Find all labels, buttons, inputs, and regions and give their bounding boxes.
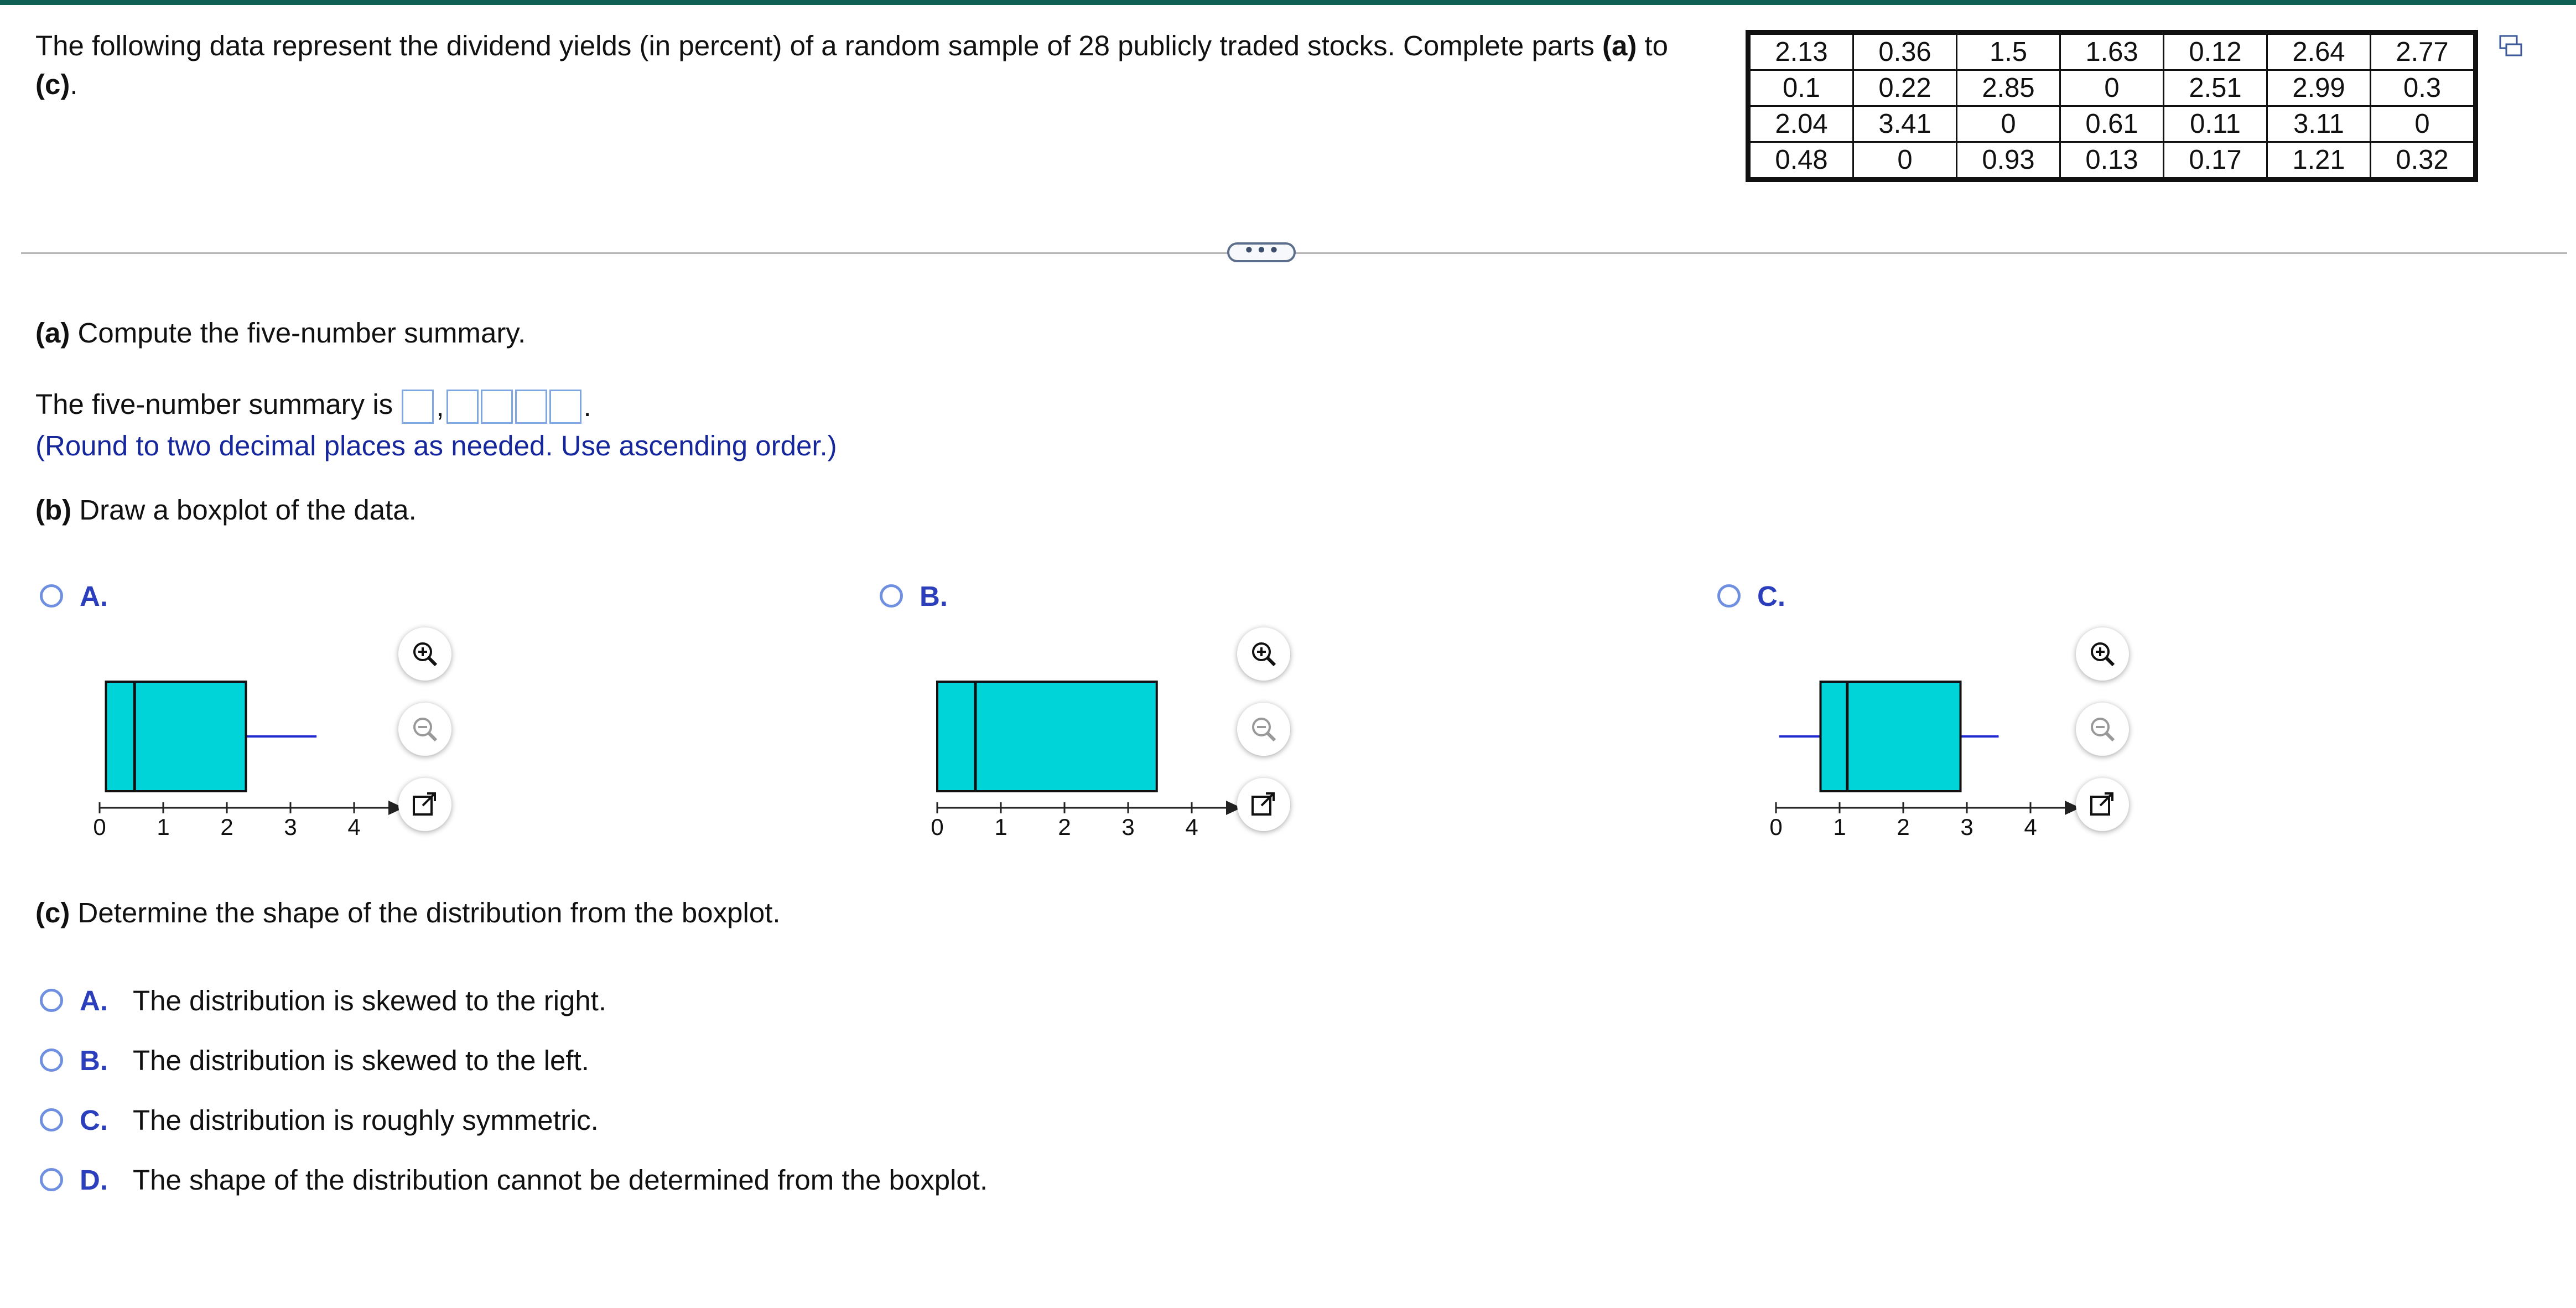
table-cell: 2.64 — [2267, 33, 2371, 70]
q3-answer-box[interactable] — [515, 390, 547, 424]
open-graph-button-c[interactable] — [2076, 778, 2129, 831]
problem-text-2: to — [1637, 30, 1669, 61]
part-a-ref: (a) — [1602, 30, 1637, 61]
table-cell: 0.13 — [2060, 142, 2164, 180]
table-cell: 2.77 — [2371, 33, 2476, 70]
boxplot-svg — [921, 664, 1264, 830]
boxplot-svg — [83, 664, 426, 830]
table-cell: 0.1 — [1748, 70, 1853, 106]
zoom-in-button-b[interactable] — [1237, 627, 1290, 681]
axis-tick-label: 4 — [347, 814, 361, 840]
problem-text: The following data represent the dividend yields (in percent) of a random sample of 28 publicly traded stocks. Complete parts — [35, 30, 1602, 61]
option-a-radio[interactable] — [40, 584, 63, 608]
part-c-ref: (c) — [35, 69, 70, 100]
axis-tick-label: 4 — [1185, 814, 1198, 840]
table-cell: 0 — [2371, 106, 2476, 142]
table-row — [1748, 106, 2476, 142]
zoom-out-button-c[interactable] — [2076, 703, 2129, 756]
shape-option-b-letter: B. — [80, 1045, 108, 1076]
shape-option-a-radio[interactable] — [40, 989, 63, 1012]
zoom-out-button-a[interactable] — [398, 703, 451, 756]
option-a-letter: A. — [80, 580, 108, 612]
shape-option-d-radio[interactable] — [40, 1168, 63, 1191]
table-cell: 3.41 — [1853, 106, 1957, 142]
table-cell: 0.36 — [1853, 33, 1957, 70]
end-period: . — [583, 390, 591, 422]
external-link-icon — [409, 789, 440, 820]
zoom-in-icon — [2087, 639, 2118, 669]
axis-tick-label: 0 — [931, 814, 944, 840]
axis-tick-label: 2 — [220, 814, 233, 840]
zoom-out-button-b[interactable] — [1237, 703, 1290, 756]
table-cell: 1.21 — [2267, 142, 2371, 180]
shape-option-a-text: The distribution is skewed to the right. — [133, 985, 607, 1016]
axis-tick-label: 1 — [157, 814, 170, 840]
option-c-radio[interactable] — [1717, 584, 1741, 608]
axis-tick-label: 3 — [284, 814, 297, 840]
q1-answer-box[interactable] — [446, 390, 479, 424]
table-cell: 0.93 — [1957, 142, 2060, 180]
external-link-icon — [1248, 789, 1279, 820]
axis-tick-label: 3 — [1121, 814, 1135, 840]
zoom-out-icon — [2087, 714, 2118, 745]
table-row — [1748, 142, 2476, 180]
part-c-prompt: Determine the shape of the distribution from the boxplot. — [70, 897, 781, 928]
option-c-letter: C. — [1757, 580, 1785, 612]
max-answer-box[interactable] — [549, 390, 581, 424]
axis-tick-label: 0 — [93, 814, 106, 840]
external-link-icon — [2087, 789, 2118, 820]
zoom-in-icon — [409, 639, 440, 669]
five-number-summary-label: The five-number summary is — [35, 388, 401, 420]
part-b-prompt: Draw a boxplot of the data. — [71, 494, 417, 526]
rounding-hint: (Round to two decimal places as needed. Use ascending order.) — [35, 430, 837, 461]
table-cell: 0.48 — [1748, 142, 1853, 180]
table-cell: 2.99 — [2267, 70, 2371, 106]
five-number-summary-row — [35, 385, 593, 426]
separator: , — [436, 390, 444, 422]
part-b-heading — [35, 494, 417, 527]
shape-option-b-text: The distribution is skewed to the left. — [133, 1045, 589, 1076]
min-answer-box[interactable] — [402, 390, 434, 424]
iqr-box — [106, 682, 246, 791]
table-cell: 0.22 — [1853, 70, 1957, 106]
iqr-box — [1821, 682, 1961, 791]
axis-tick-label: 4 — [2024, 814, 2037, 840]
table-cell: 0.12 — [2164, 33, 2267, 70]
median-answer-box[interactable] — [481, 390, 513, 424]
shape-option-a-letter: A. — [80, 985, 108, 1016]
option-b-letter: B. — [920, 580, 948, 612]
shape-option-d-letter: D. — [80, 1164, 108, 1196]
table-cell: 0.11 — [2164, 106, 2267, 142]
table-cell: 1.5 — [1957, 33, 2060, 70]
table-cell: 3.11 — [2267, 106, 2371, 142]
table-row — [1748, 33, 2476, 70]
problem-text-3: . — [70, 69, 78, 100]
zoom-out-icon — [1248, 714, 1279, 745]
part-a-heading — [35, 316, 526, 350]
boxplot-c — [1759, 664, 2102, 874]
part-a-label: (a) — [35, 317, 70, 349]
table-cell: 2.04 — [1748, 106, 1853, 142]
table-cell: 0.61 — [2060, 106, 2164, 142]
iqr-box — [937, 682, 1157, 791]
zoom-out-icon — [409, 714, 440, 745]
popout-icon[interactable] — [2499, 34, 2523, 59]
part-c-heading — [35, 896, 781, 930]
table-cell: 0 — [1957, 106, 2060, 142]
boxplot-svg — [1759, 664, 2102, 830]
axis-tick-label: 1 — [1833, 814, 1846, 840]
table-cell: 0.17 — [2164, 142, 2267, 180]
axis-tick-label: 0 — [1769, 814, 1783, 840]
part-a-prompt: Compute the five-number summary. — [70, 317, 526, 349]
top-bar — [0, 0, 2576, 5]
shape-option-c-text: The distribution is roughly symmetric. — [133, 1104, 599, 1136]
table-cell: 0.32 — [2371, 142, 2476, 180]
axis-tick-label: 3 — [1960, 814, 1973, 840]
boxplot-b — [921, 664, 1264, 874]
zoom-in-button-a[interactable] — [398, 627, 451, 681]
table-row — [1748, 70, 2476, 106]
table-cell: 0 — [2060, 70, 2164, 106]
axis-tick-label: 2 — [1058, 814, 1071, 840]
shape-option-c-radio[interactable] — [40, 1108, 63, 1131]
part-c-label: (c) — [35, 897, 70, 928]
table-cell: 0 — [1853, 142, 1957, 180]
data-table — [1746, 30, 2478, 182]
table-cell: 2.51 — [2164, 70, 2267, 106]
axis-tick-label: 1 — [994, 814, 1007, 840]
table-cell: 2.13 — [1748, 33, 1853, 70]
open-graph-button-b[interactable] — [1237, 778, 1290, 831]
open-graph-button-a[interactable] — [398, 778, 451, 831]
zoom-in-icon — [1248, 639, 1279, 669]
boxplot-a — [83, 664, 426, 874]
shape-option-c-letter: C. — [80, 1104, 108, 1136]
option-b-radio[interactable] — [880, 584, 903, 608]
shape-option-b-radio[interactable] — [40, 1049, 63, 1072]
zoom-in-button-c[interactable] — [2076, 627, 2129, 681]
problem-statement — [35, 27, 1717, 104]
expand-button[interactable]: • • • — [1227, 242, 1296, 262]
table-cell: 0.3 — [2371, 70, 2476, 106]
table-cell: 2.85 — [1957, 70, 2060, 106]
axis-tick-label: 2 — [1897, 814, 1910, 840]
shape-option-d-text: The shape of the distribution cannot be determined from the boxplot. — [133, 1164, 988, 1196]
table-cell: 1.63 — [2060, 33, 2164, 70]
part-b-label: (b) — [35, 494, 72, 526]
